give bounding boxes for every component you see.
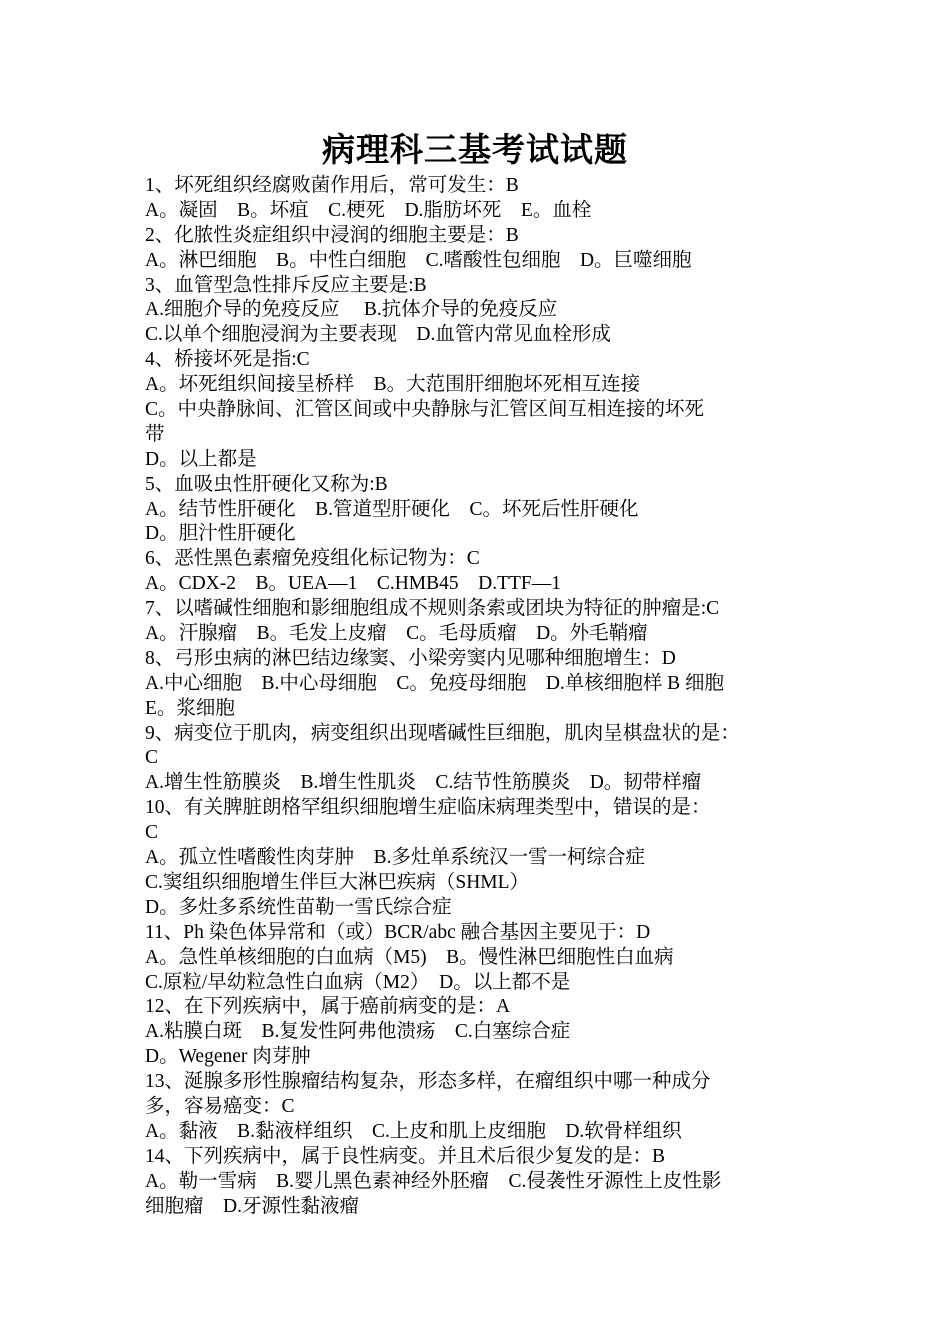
text-line: 1、坏死组织经腐败菌作用后，常可发生：B [145, 175, 519, 196]
text-line: A。勒一雪病 B.婴儿黑色素神经外胚瘤 C.侵袭性牙源性上皮性影 [145, 1170, 722, 1192]
text-line: D。Wegener 肉芽肿 [145, 1046, 311, 1068]
text-line: D。胆汁性肝硬化 [145, 523, 296, 545]
document-body [145, 174, 825, 1219]
text-line: 5、血吸虫性肝硬化又称为:B [145, 473, 388, 495]
text-line: C [145, 822, 159, 844]
text-line: 8、弓形虫病的淋巴结边缘窦、小梁旁窦内见哪种细胞增生：D [145, 647, 676, 669]
text-line: 6、恶性黑色素瘤免疫组化标记物为：C [145, 548, 480, 570]
text-line: A。汗腺瘤 B。毛发上皮瘤 C。毛母质瘤 D。外毛鞘瘤 [145, 623, 648, 645]
text-line: A。结节性肝硬化 B.管道型肝硬化 C。坏死后性肝硬化 [145, 498, 639, 520]
text-line: A.粘膜白斑 B.复发性阿弗他溃疡 C.白塞综合症 [145, 1021, 571, 1043]
text-line: 12、在下列疾病中，属于癌前病变的是：A [145, 996, 511, 1018]
text-line: 11、Ph 染色体异常和（或）BCR/abc 融合基因主要见于：D [145, 921, 651, 943]
text-line: 9、病变位于肌肉，病变组织出现嗜碱性巨细胞，肌肉呈棋盘状的是： [145, 722, 740, 744]
text-line: 3、血管型急性排斥反应主要是:B [145, 274, 427, 296]
document-title: 病理科三基考试试题 [322, 130, 628, 169]
text-line: D。多灶多系统性苗勒一雪氏综合症 [145, 896, 452, 918]
text-line: 2、化脓性炎症组织中浸润的细胞主要是：B [145, 224, 519, 246]
text-line: 多，容易癌变：C [145, 1095, 295, 1117]
text-line: 10、有关脾脏朗格罕组织细胞增生症临床病理类型中，错误的是： [145, 797, 711, 819]
text-line: A。坏死组织间接呈桥样 B。大范围肝细胞坏死相互连接 [145, 374, 641, 396]
text-line: 细胞瘤 D.牙源性黏液瘤 [145, 1195, 359, 1217]
text-line: 7、以嗜碱性细胞和影细胞组成不规则条索或团块为特征的肿瘤是:C [145, 598, 720, 620]
text-line: 13、涎腺多形性腺瘤结构复杂，形态多样，在瘤组织中哪一种成分 [145, 1071, 711, 1093]
text-line: C.窦组织细胞增生伴巨大淋巴疾病（SHML） [145, 871, 530, 893]
text-line: A。黏液 B.黏液样组织 C.上皮和肌上皮细胞 D.软骨样组织 [145, 1120, 682, 1142]
text-line: 14、下列疾病中，属于良性病变。并且术后很少复发的是：B [145, 1145, 666, 1167]
text-line: A。CDX-2 B。UEA—1 C.HMB45 D.TTF—1 [145, 573, 562, 595]
text-line: A。凝固 B。坏疽 C.梗死 D.脂肪坏死 E。血栓 [145, 199, 592, 221]
text-line: A.细胞介导的免疫反应 B.抗体介导的免疫反应 [145, 299, 558, 321]
text-line: C.原粒/早幼粒急性白血病（M2） D。以上都不是 [145, 971, 571, 993]
text-line: E。浆细胞 [145, 697, 235, 719]
text-line: C。中央静脉间、汇管区间或中央静脉与汇管区间互相连接的坏死 [145, 399, 705, 421]
text-line: A.中心细胞 B.中心母细胞 C。免疫母细胞 D.单核细胞样 B 细胞 [145, 672, 725, 694]
text-line: 4、桥接坏死是指:C [145, 349, 310, 371]
text-line: C [145, 747, 159, 769]
text-line: A.增生性筋膜炎 B.增生性肌炎 C.结节性筋膜炎 D。韧带样瘤 [145, 772, 702, 794]
text-line: A。淋巴细胞 B。中性白细胞 C.嗜酸性包细胞 D。巨噬细胞 [145, 249, 692, 271]
text-line: D。以上都是 [145, 448, 257, 470]
text-line: C.以单个细胞浸润为主要表现 D.血管内常见血栓形成 [145, 324, 611, 346]
text-line: A。孤立性嗜酸性肉芽肿 B.多灶单系统汉一雪一柯综合症 [145, 847, 645, 869]
text-line: 带 [145, 423, 165, 445]
text-line: A。急性单核细胞的白血病（M5) B。慢性淋巴细胞性白血病 [145, 946, 674, 968]
